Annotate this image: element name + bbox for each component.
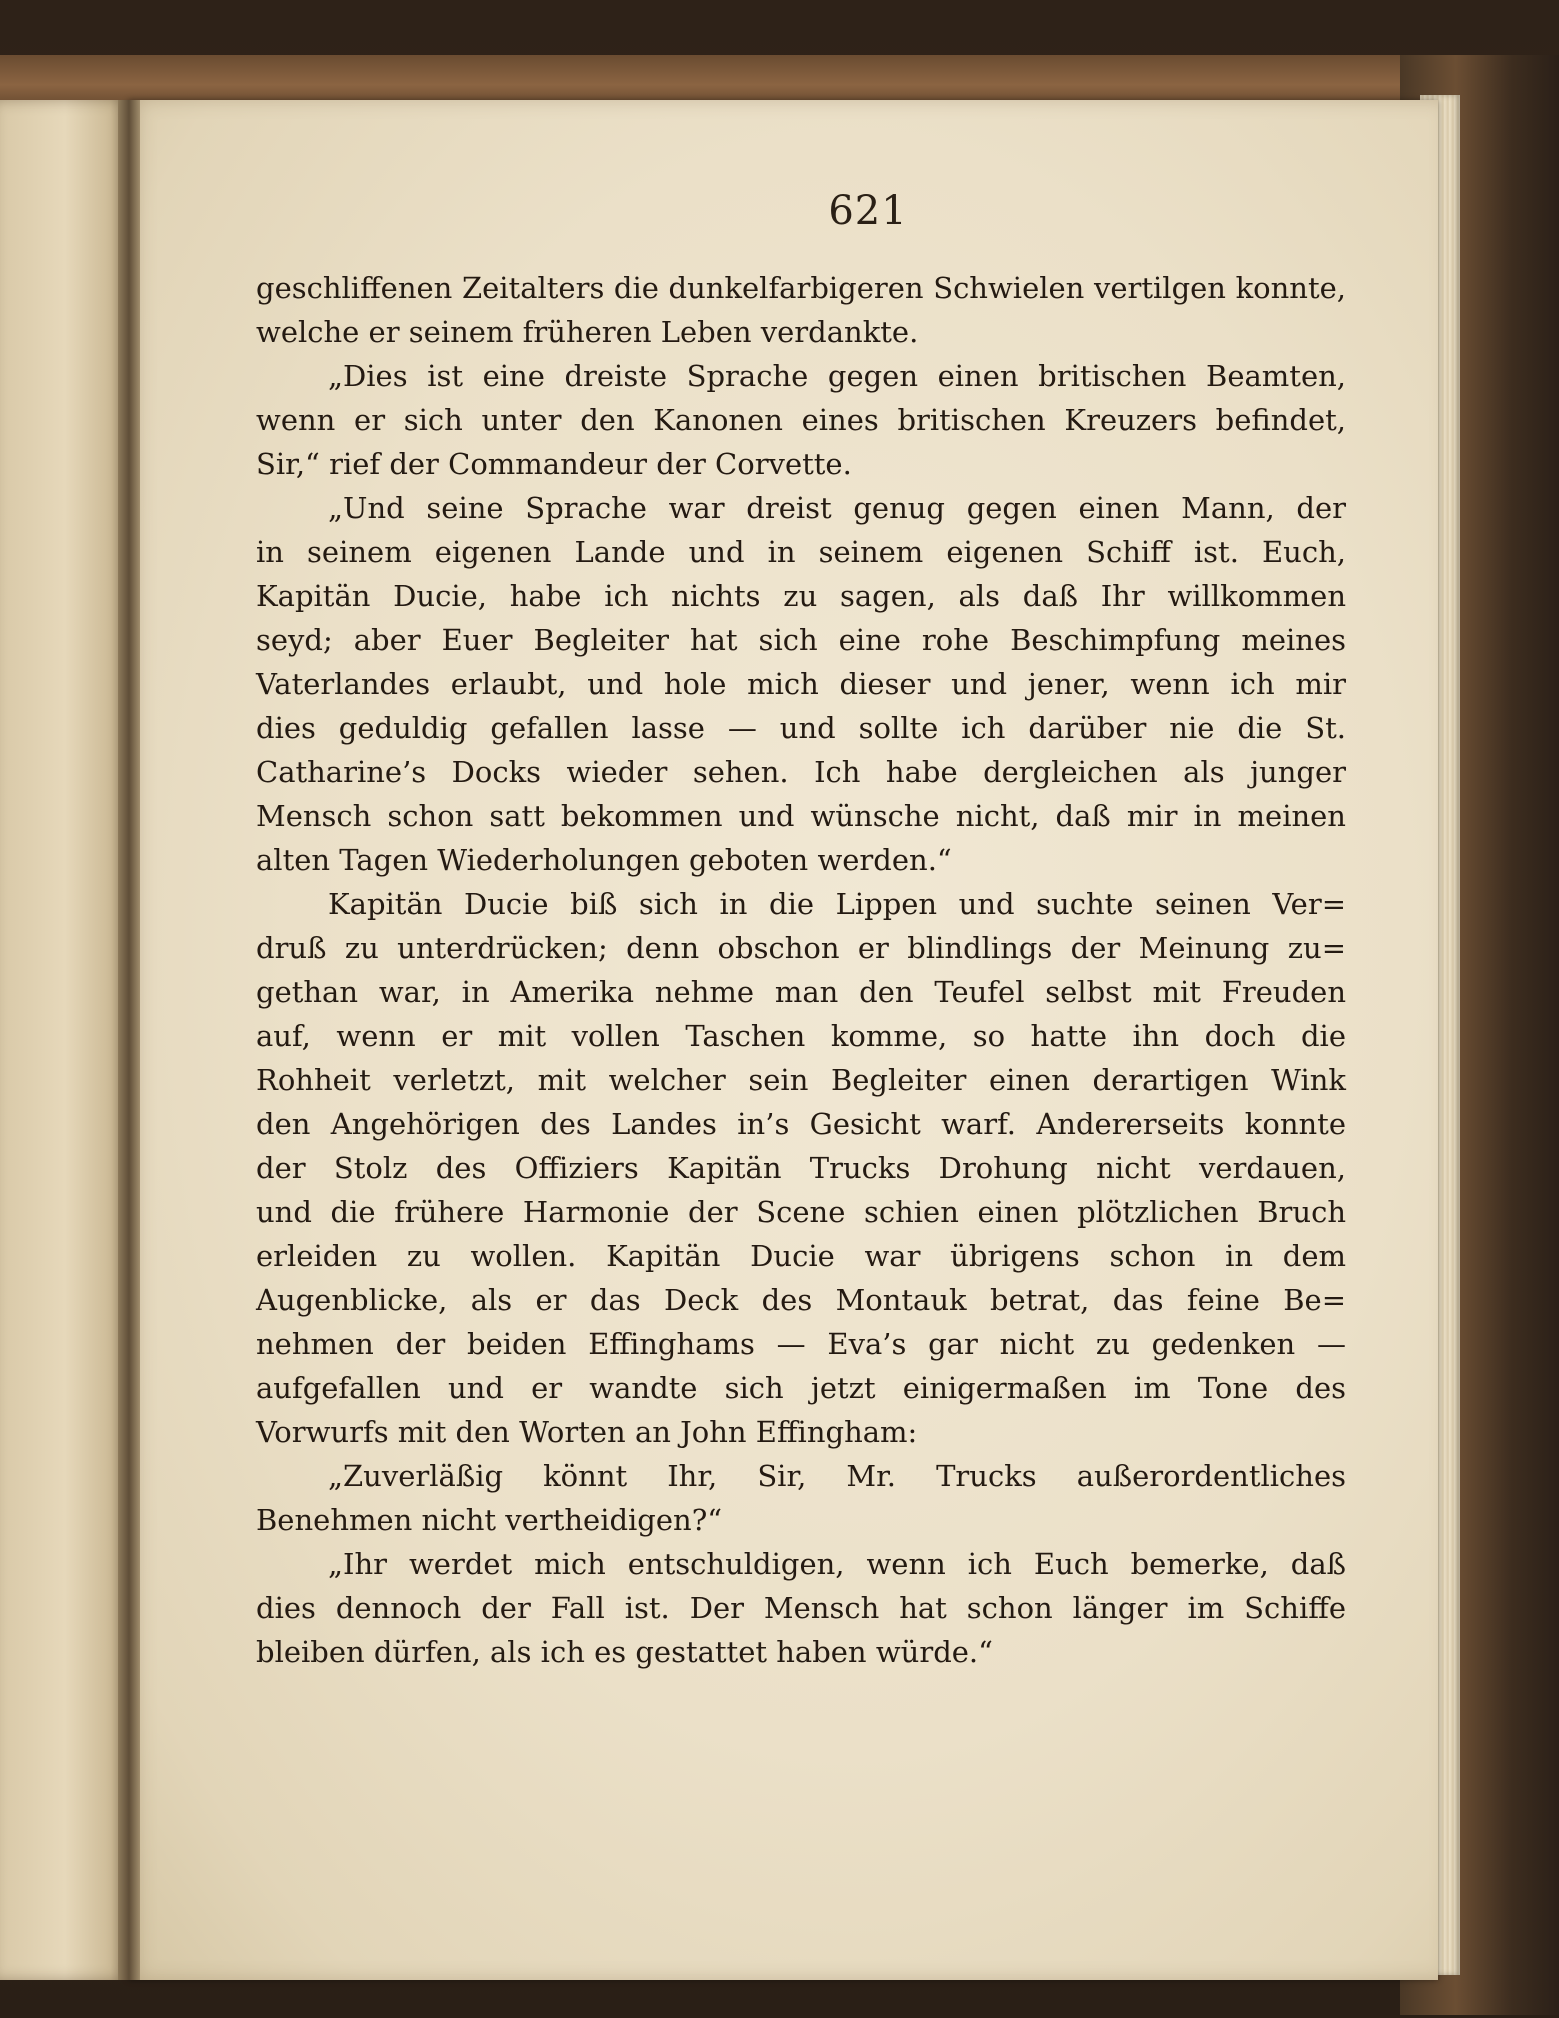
text-line: nehmen der beiden Effinghams — Eva’s gar nicht zu gedenken —: [256, 1327, 1346, 1361]
text-line: alten Tagen Wiederholungen geboten werden.“: [256, 843, 952, 877]
text-line: Benehmen nicht vertheidigen?“: [256, 1503, 723, 1537]
text-line: in seinem eigenen Lande und in seinem eigenen Schiff ist. Euch,: [256, 535, 1346, 569]
text-line: druß zu unterdrücken; denn obschon er blindlings der Meinung zu=: [256, 931, 1346, 965]
text-line: wenn er sich unter den Kanonen eines britischen Kreuzers befindet,: [256, 403, 1346, 437]
text-line: dies geduldig gefallen lasse — und sollte ich darüber nie die St.: [256, 711, 1346, 745]
page-number: 621: [828, 188, 908, 234]
text-line: seyd; aber Euer Begleiter hat sich eine rohe Beschimpfung meines: [256, 623, 1346, 657]
body-text: [256, 266, 1346, 1674]
text-line: welche er seinem früheren Leben verdankte.: [256, 315, 919, 349]
text-line: Augenblicke, als er das Deck des Montauk betrat, das feine Be=: [256, 1283, 1346, 1317]
text-line: Vaterlandes erlaubt, und hole mich dieser und jener, wenn ich mir: [256, 667, 1346, 701]
text-line: der Stolz des Offiziers Kapitän Trucks Drohung nicht verdauen,: [256, 1151, 1346, 1185]
text-line: erleiden zu wollen. Kapitän Ducie war übrigens schon in dem: [256, 1239, 1346, 1273]
text-line: „Zuverläßig könnt Ihr, Sir, Mr. Trucks außerordentliches: [328, 1459, 1346, 1493]
text-line: „Und seine Sprache war dreist genug gegen einen Mann, der: [328, 491, 1346, 525]
text-line: geschliffenen Zeitalters die dunkelfarbigeren Schwielen vertilgen konnte,: [256, 271, 1346, 305]
text-line: auf, wenn er mit vollen Taschen komme, so hatte ihn doch die: [256, 1019, 1346, 1053]
text-line: „Ihr werdet mich entschuldigen, wenn ich Euch bemerke, daß: [328, 1547, 1346, 1581]
text-line: Mensch schon satt bekommen und wünsche nicht, daß mir in meinen: [256, 799, 1346, 833]
text-line: „Dies ist eine dreiste Sprache gegen einen britischen Beamten,: [328, 359, 1346, 393]
text-line: Rohheit verletzt, mit welcher sein Begleiter einen derartigen Wink: [256, 1063, 1346, 1097]
text-line: Vorwurfs mit den Worten an John Effingham:: [256, 1415, 918, 1449]
text-line: bleiben dürfen, als ich es gestattet haben würde.“: [256, 1635, 993, 1669]
text-line: gethan war, in Amerika nehme man den Teufel selbst mit Freuden: [256, 975, 1346, 1009]
text-line: und die frühere Harmonie der Scene schien einen plötzlichen Bruch: [256, 1195, 1346, 1229]
text-line: dies dennoch der Fall ist. Der Mensch hat schon länger im Schiffe: [256, 1591, 1346, 1625]
text-line: Kapitän Ducie, habe ich nichts zu sagen, als daß Ihr willkommen: [256, 579, 1346, 613]
text-line: Kapitän Ducie biß sich in die Lippen und suchte seinen Ver=: [328, 887, 1346, 921]
text-line: den Angehörigen des Landes in’s Gesicht warf. Andererseits konnte: [256, 1107, 1346, 1141]
book-page: [128, 100, 1438, 1980]
text-line: aufgefallen und er wandte sich jetzt einigermaßen im Tone des: [256, 1371, 1346, 1405]
text-line: Catharine’s Docks wieder sehen. Ich habe dergleichen als junger: [256, 755, 1346, 789]
left-facing-page: [0, 100, 130, 1980]
book-gutter: [118, 100, 140, 1980]
text-line: Sir,“ rief der Commandeur der Corvette.: [256, 447, 852, 481]
